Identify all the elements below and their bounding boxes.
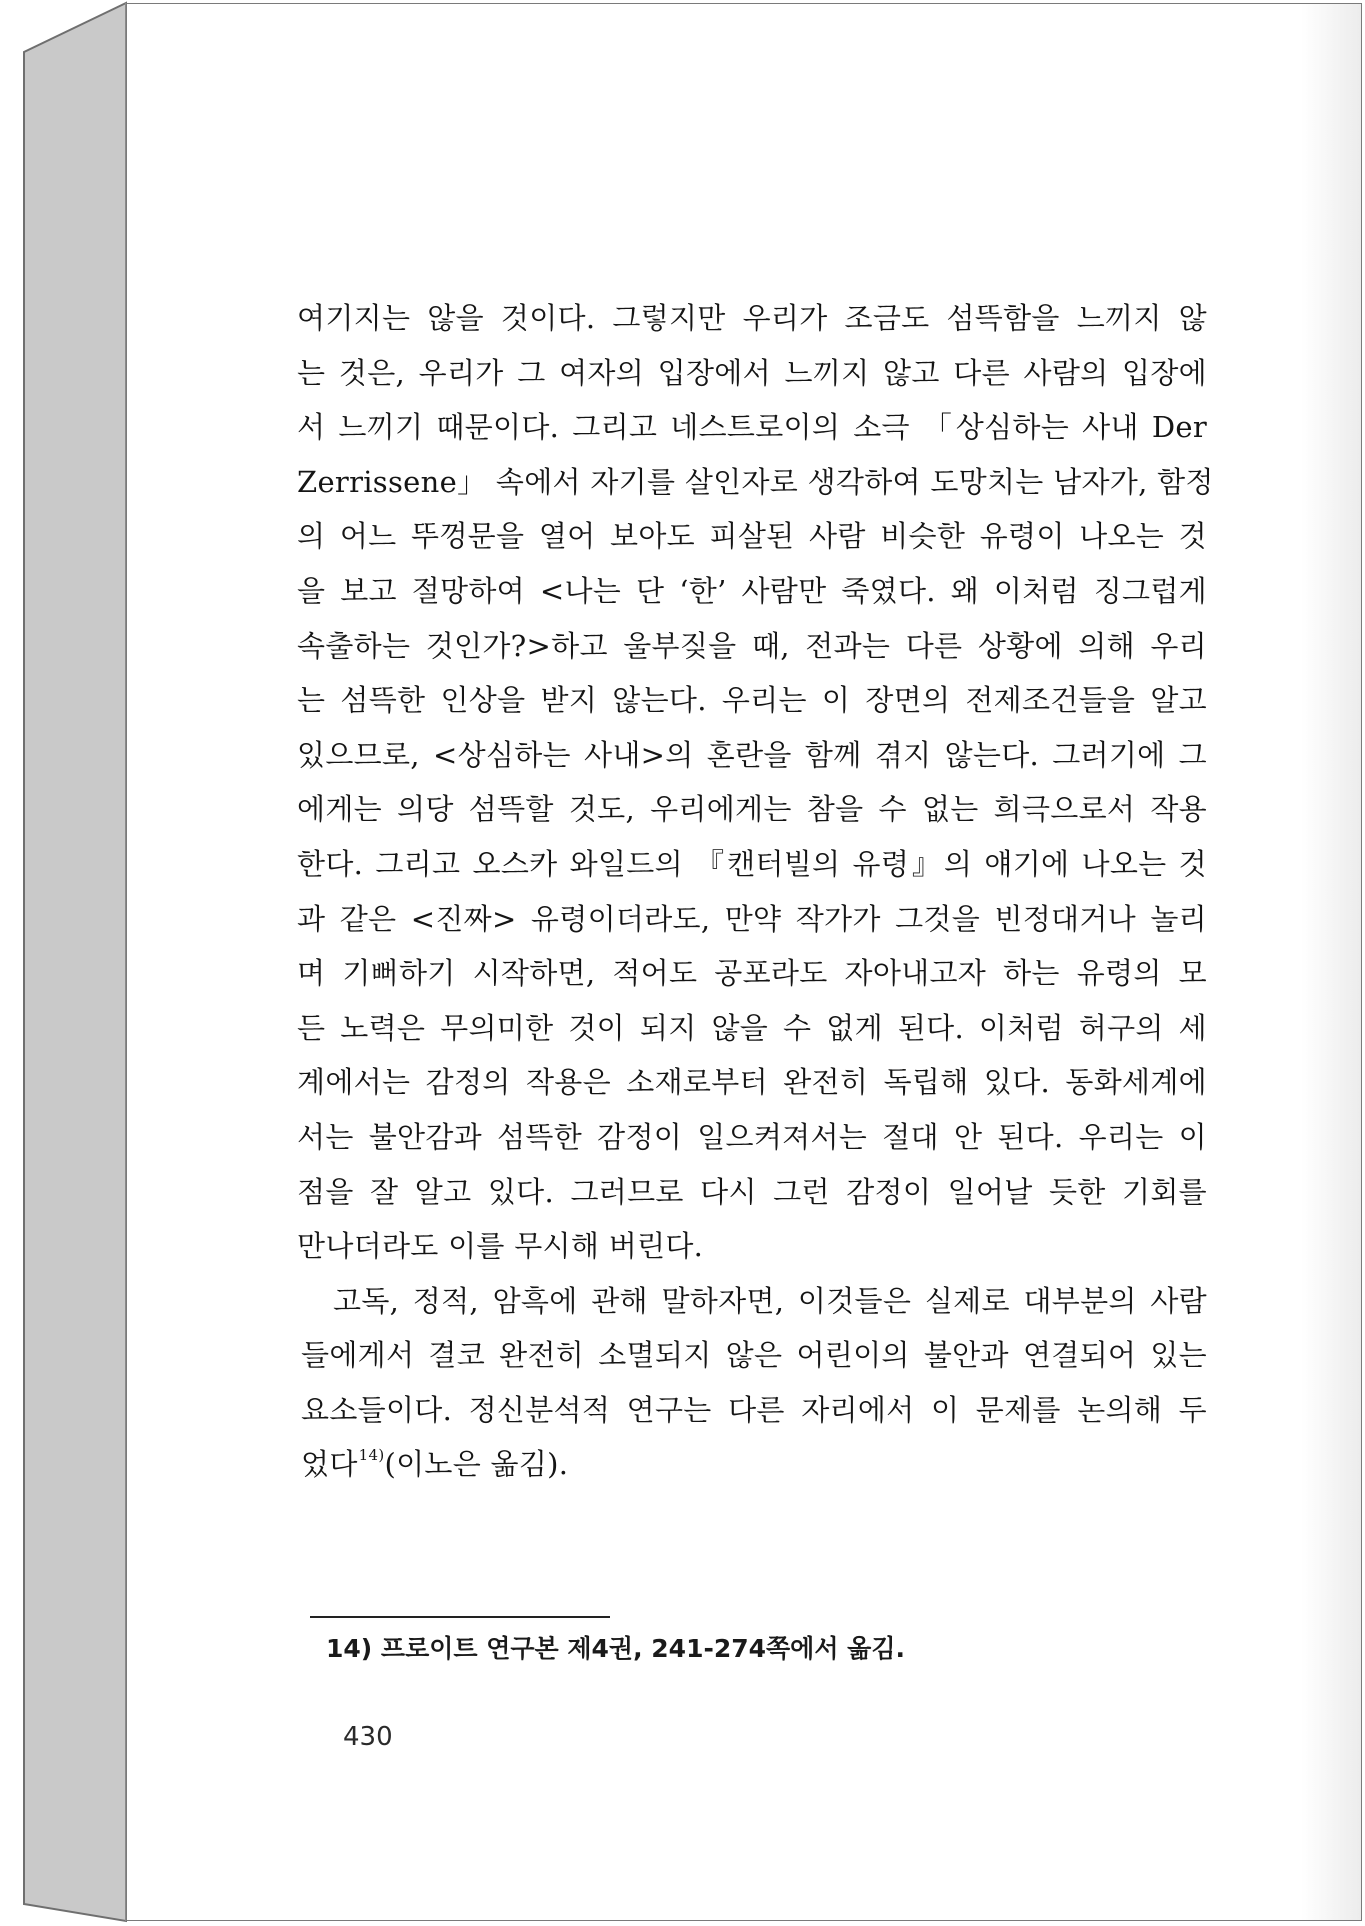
text-line: 고독, 정적, 암흑에 관해 말하자면, 이것들은 실제로 대부분의 사람 bbox=[333, 1283, 1207, 1318]
book-page bbox=[126, 3, 1362, 1921]
text-line-with-footnote bbox=[297, 1437, 1207, 1492]
text-line: 든 노력은 무의미한 것이 되지 않을 수 없게 된다. 이처럼 허구의 세 bbox=[297, 1010, 1207, 1045]
text-line: 만나더라도 이를 무시해 버린다. bbox=[297, 1229, 704, 1264]
text-line: 들에게서 결코 완전히 소멸되지 않은 어린이의 불안과 연결되어 있는 bbox=[301, 1338, 1207, 1373]
text-line: 요소들이다. 정신분석적 연구는 다른 자리에서 이 문제를 논의해 두 bbox=[301, 1392, 1207, 1427]
text-line: 의 어느 뚜껑문을 열어 보아도 피살된 사람 비슷한 유령이 나오는 것 bbox=[297, 519, 1207, 554]
footnote: 14) 프로이트 연구본 제4권, 241-274쪽에서 옮김. bbox=[326, 1634, 905, 1663]
text-line: 있으므로, <상심하는 사내>의 혼란을 함께 겪지 않는다. 그러기에 그 bbox=[297, 737, 1207, 772]
text-line: Zerrissene」 속에서 자기를 살인자로 생각하여 도망치는 남자가, 함정 bbox=[297, 464, 1214, 499]
text-fragment: 었다 bbox=[301, 1447, 358, 1482]
text-line: 속출하는 것인가?>하고 울부짖을 때, 전과는 다른 상황에 의해 우리 bbox=[297, 628, 1207, 663]
text-line: 는 것은, 우리가 그 여자의 입장에서 느끼지 않고 다른 사람의 입장에 bbox=[297, 355, 1207, 390]
page-number: 430 bbox=[343, 1722, 393, 1752]
page-edge-shadow bbox=[1301, 4, 1361, 1920]
text-line: 서 느끼기 때문이다. 그리고 네스트로이의 소극 「상심하는 사내 Der bbox=[297, 410, 1207, 445]
text-line: 과 같은 <진짜> 유령이더라도, 만약 작가가 그것을 빈정대거나 놀리 bbox=[297, 901, 1207, 936]
text-line: 는 섬뜩한 인상을 받지 않는다. 우리는 이 장면의 전제조건들을 알고 bbox=[297, 683, 1207, 718]
footnote-divider bbox=[310, 1616, 610, 1618]
body-text bbox=[297, 291, 1214, 1492]
text-line: 며 기뻐하기 시작하면, 적어도 공포라도 자아내고자 하는 유령의 모 bbox=[297, 956, 1207, 991]
text-line: 에게는 의당 섬뜩할 것도, 우리에게는 참을 수 없는 희극으로서 작용 bbox=[297, 792, 1207, 827]
text-line: 한다. 그리고 오스카 와일드의 『캔터빌의 유령』의 얘기에 나오는 것 bbox=[297, 846, 1207, 881]
text-line: 서는 불안감과 섬뜩한 감정이 일으켜져서는 절대 안 된다. 우리는 이 bbox=[297, 1119, 1207, 1154]
text-fragment: (이노은 옮김). bbox=[384, 1447, 569, 1482]
text-line: 계에서는 감정의 작용은 소재로부터 완전히 독립해 있다. 동화세계에 bbox=[297, 1065, 1207, 1100]
text-line: 여기지는 않을 것이다. 그렇지만 우리가 조금도 섬뜩함을 느끼지 않 bbox=[297, 301, 1207, 335]
footnote-reference[interactable]: 14) bbox=[358, 1446, 385, 1465]
text-line: 점을 잘 알고 있다. 그러므로 다시 그런 감정이 일어날 듯한 기회를 bbox=[297, 1174, 1207, 1209]
text-line: 을 보고 절망하여 <나는 단 ‘한’ 사람만 죽였다. 왜 이처럼 징그럽게 bbox=[297, 573, 1207, 608]
